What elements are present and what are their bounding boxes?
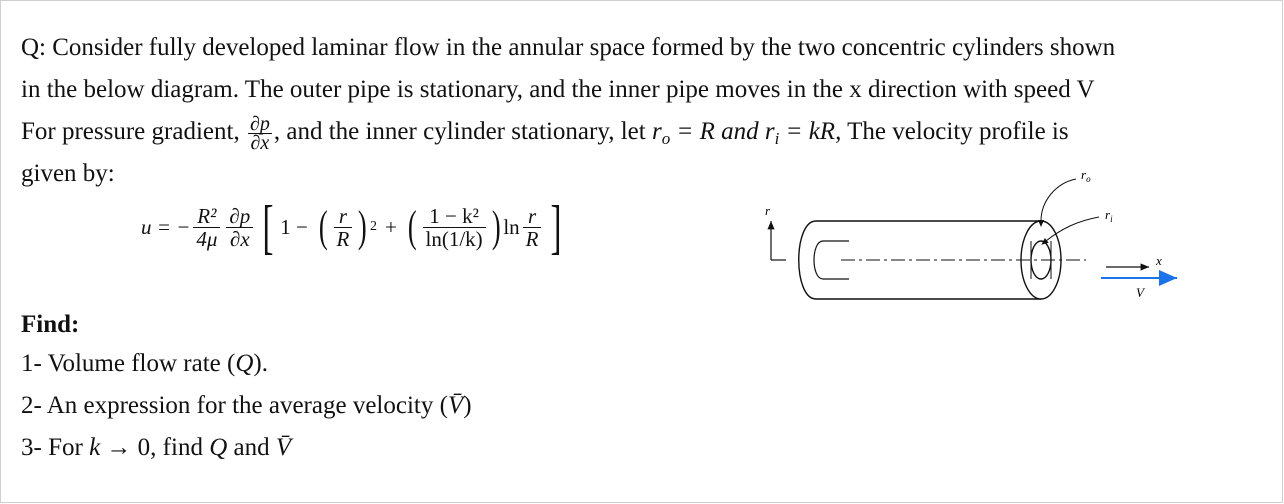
f2-numerator: ∂p: [226, 205, 253, 228]
inner-stationary-text: , and the inner cylinder stationary, let: [273, 118, 646, 145]
find-item-3: 3- For k → 0, find Q and V̄: [21, 434, 292, 461]
f3-numerator: 1 − k²: [423, 205, 486, 228]
find-section: [21, 307, 821, 469]
ri-label: $r_i$: [1105, 207, 1113, 224]
ro-symbol: r: [651, 118, 662, 145]
pressure-gradient-fraction: [248, 112, 272, 154]
one-minus: 1 −: [280, 214, 308, 239]
velocity-profile-text: The velocity profile is: [841, 118, 1069, 145]
inner-left-end: [814, 241, 823, 279]
paren-open-2: (: [407, 202, 417, 251]
ro-leader: [1041, 179, 1076, 221]
ri-subscript: i: [774, 129, 780, 148]
equation-fraction-r-R-2: [523, 205, 542, 250]
equation-fraction-k-ln: [423, 205, 486, 250]
gradient-denominator: ∂x: [250, 131, 270, 154]
ro-label: $r_o$: [1081, 167, 1091, 184]
annulus-diagram: [741, 161, 1201, 306]
find-item-1: 1- Volume flow rate (Q).: [21, 350, 268, 377]
f1-numerator: R²: [193, 205, 220, 228]
f1-denominator: 4μ: [196, 226, 218, 251]
gradient-numerator: ∂p: [249, 112, 270, 135]
exponent-2: 2: [370, 219, 377, 234]
ro-equals: = R and: [670, 118, 765, 145]
question-line-3: [21, 111, 1271, 153]
velocity-label: V: [1136, 285, 1144, 300]
pressure-gradient-label: For pressure gradient,: [21, 118, 240, 145]
question-line-4: given by:: [21, 160, 115, 187]
f2-denominator: ∂x: [229, 226, 250, 251]
equation-lhs: u = −: [141, 214, 191, 239]
question-line-1: Q: Consider fully developed laminar flow in the annular space formed by the two concentric cylinders shown: [21, 34, 1116, 61]
plus-sign: +: [385, 214, 397, 239]
f3-denominator: ln(1/k): [425, 226, 483, 251]
question-line-2: in the below diagram. The outer pipe is stationary, and the inner pipe moves in the x direction with speed V: [21, 76, 1095, 103]
ri-symbol: r: [764, 118, 775, 145]
f4-numerator: r: [523, 205, 542, 228]
r-axis-label: r: [765, 203, 771, 218]
velocity-profile-equation: [141, 187, 568, 267]
ri-equals: = kR,: [779, 118, 842, 145]
right-bracket: ]: [550, 194, 562, 260]
r-R-denominator: R: [336, 226, 350, 251]
paren-open-1: (: [318, 202, 328, 251]
ln-operator: ln: [503, 214, 520, 239]
f4-denominator: R: [525, 226, 539, 251]
ro-subscript: o: [661, 129, 671, 148]
equation-fraction-r-R: [334, 205, 353, 250]
equation-fraction-dp-dx: [226, 205, 253, 250]
x-axis-label: x: [1156, 253, 1162, 268]
equation-fraction-r2-4mu: [193, 205, 220, 250]
find-title: Find:: [21, 311, 80, 338]
paren-close-1: ): [358, 202, 368, 251]
find-item-2: 2- An expression for the average velocity (V̄): [21, 392, 472, 419]
r-R-numerator: r: [334, 205, 353, 228]
paren-close-2: ): [491, 202, 501, 251]
left-bracket: [: [262, 194, 274, 260]
